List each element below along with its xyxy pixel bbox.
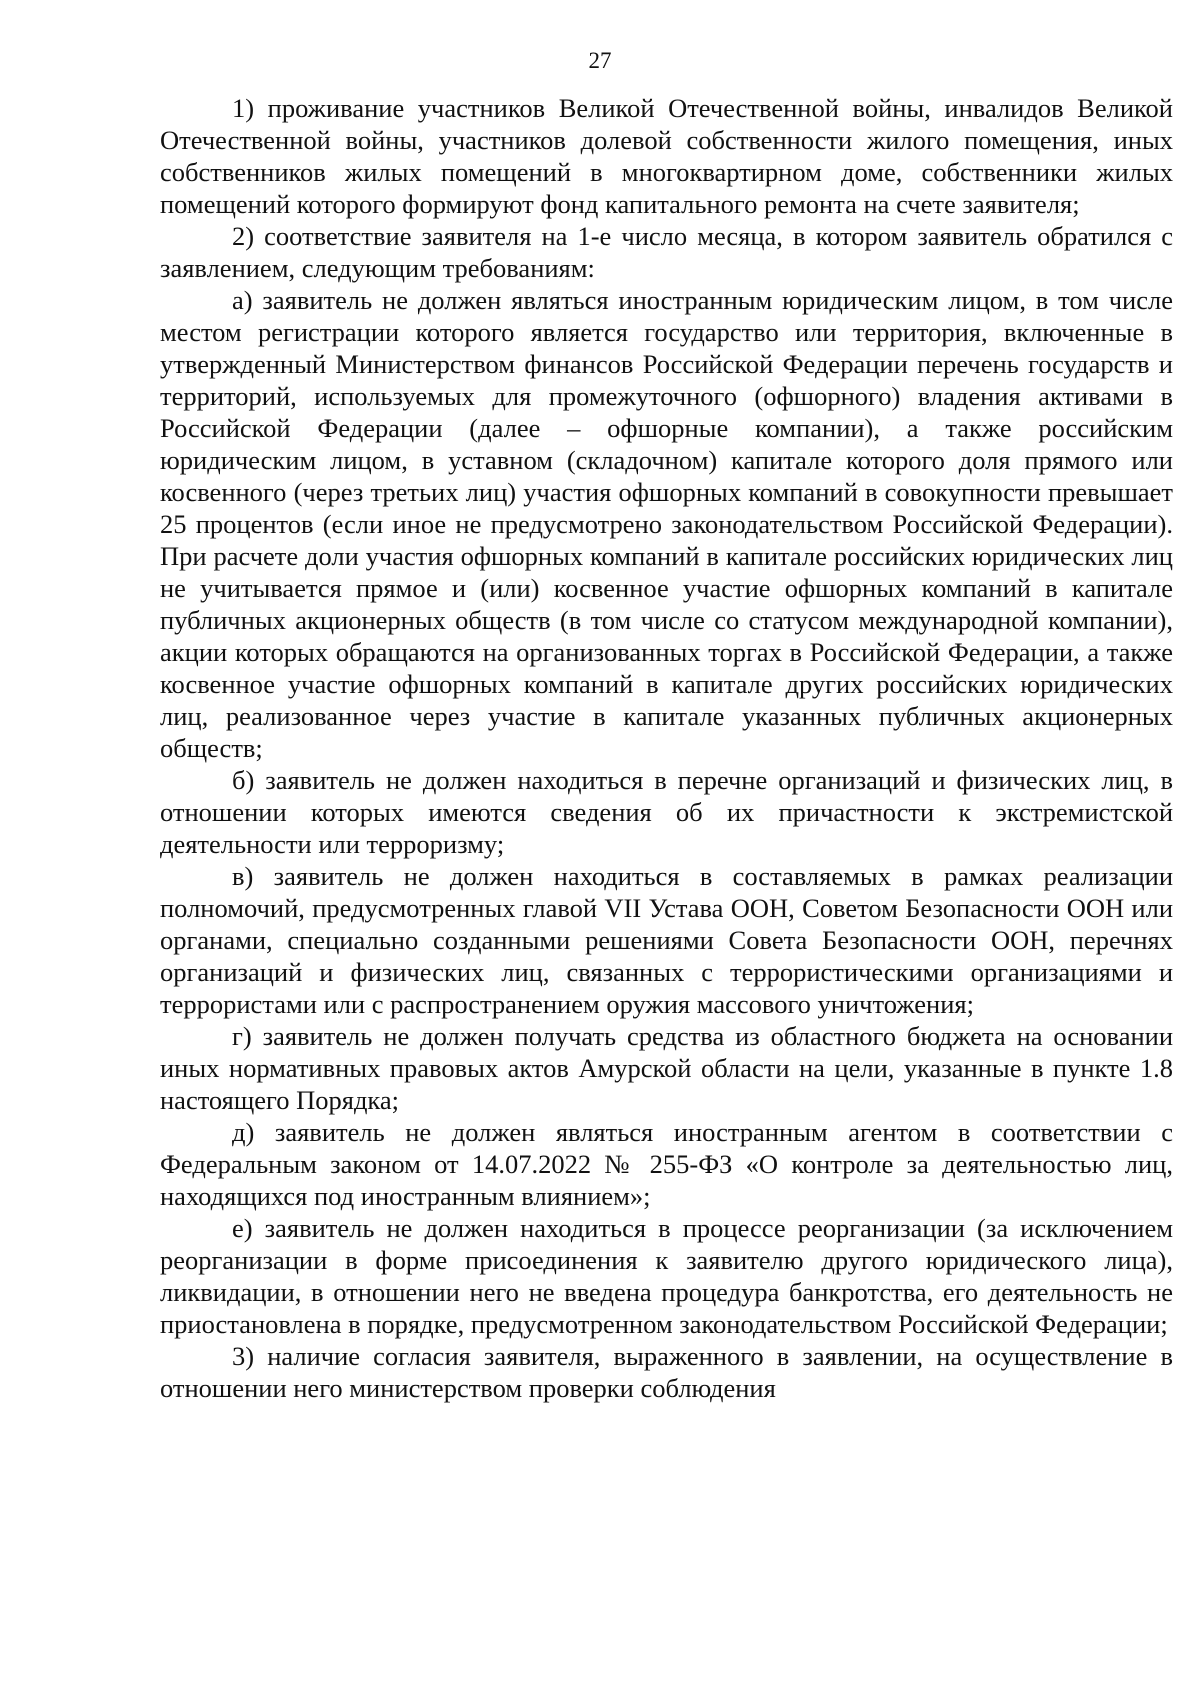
paragraph-subitem-a: а) заявитель не должен являться иностранным юридическим лицом, в том числе местом регистрации которого является государство или территория, включенные в утвержденный Министерством финансов Российской Федерации перечень государств и территорий, используемых для промежуточного (офшорного) владения активами в Российской Федерации (далее – офшорные компании), а также российским юридическим лицом, в уставном (складочном) капитале которого доля прямого или косвенного (через третьих лиц) участия офшорных компаний в совокупности превышает 25 процентов (если иное не предусмотрено законодательством Российской Федерации). При расчете доли участия офшорных компаний в капитале российских юридических лиц не учитывается прямое и (или) косвенное участие офшорных компаний в капитале публичных акционерных обществ (в том числе со статусом международной компании), акции которых обращаются на организованных торгах в Российской Федерации, а также косвенное участие офшорных компаний в капитале других российских юридических лиц, реализованное через участие в капитале указанных публичных акционерных обществ; (160, 285, 1173, 763)
page-number: 27 (588, 48, 612, 73)
paragraph-subitem-d: д) заявитель не должен являться иностранным агентом в соответствии с Федеральным законом от 14.07.2022 № 255-ФЗ «О контроле за деятельностью лиц, находящихся под иностранным влиянием»; (160, 1117, 1173, 1211)
paragraph-item-2: 2) соответствие заявителя на 1-е число месяца, в котором заявитель обратился с заявлением, следующим требованиям: (160, 221, 1173, 283)
paragraph-item-1: 1) проживание участников Великой Отечественной войны, инвалидов Великой Отечественной войны, участников долевой собственности жилого помещения, иных собственников жилых помещений в многоквартирном доме, собственники жилых помещений которого формируют фонд капитального ремонта на счете заявителя; (160, 93, 1173, 219)
paragraph-subitem-v: в) заявитель не должен находиться в составляемых в рамках реализации полномочий, предусмотренных главой VII Устава ООН, Советом Безопасности ООН или органами, специально созданными решениями Совета Безопасности ООН, перечнях организаций и физических лиц, связанных с террористическими организациями и террористами или с распространением оружия массового уничтожения; (160, 861, 1173, 1019)
document-body (160, 92, 1173, 1404)
paragraph-item-3: 3) наличие согласия заявителя, выраженного в заявлении, на осуществление в отношении него министерством проверки соблюдения (160, 1341, 1173, 1403)
paragraph-subitem-e: е) заявитель не должен находиться в процессе реорганизации (за исключением реорганизации в форме присоединения к заявителю другого юридического лица), ликвидации, в отношении него не введена процедура банкротства, его деятельность не приостановлена в порядке, предусмотренном законодательством Российской Федерации; (160, 1213, 1173, 1339)
paragraph-subitem-b: б) заявитель не должен находиться в перечне организаций и физических лиц, в отношении которых имеются сведения об их причастности к экстремистской деятельности или терроризму; (160, 765, 1173, 859)
paragraph-subitem-g: г) заявитель не должен получать средства из областного бюджета на основании иных нормативных правовых актов Амурской области на цели, указанные в пункте 1.8 настоящего Порядка; (160, 1021, 1173, 1115)
